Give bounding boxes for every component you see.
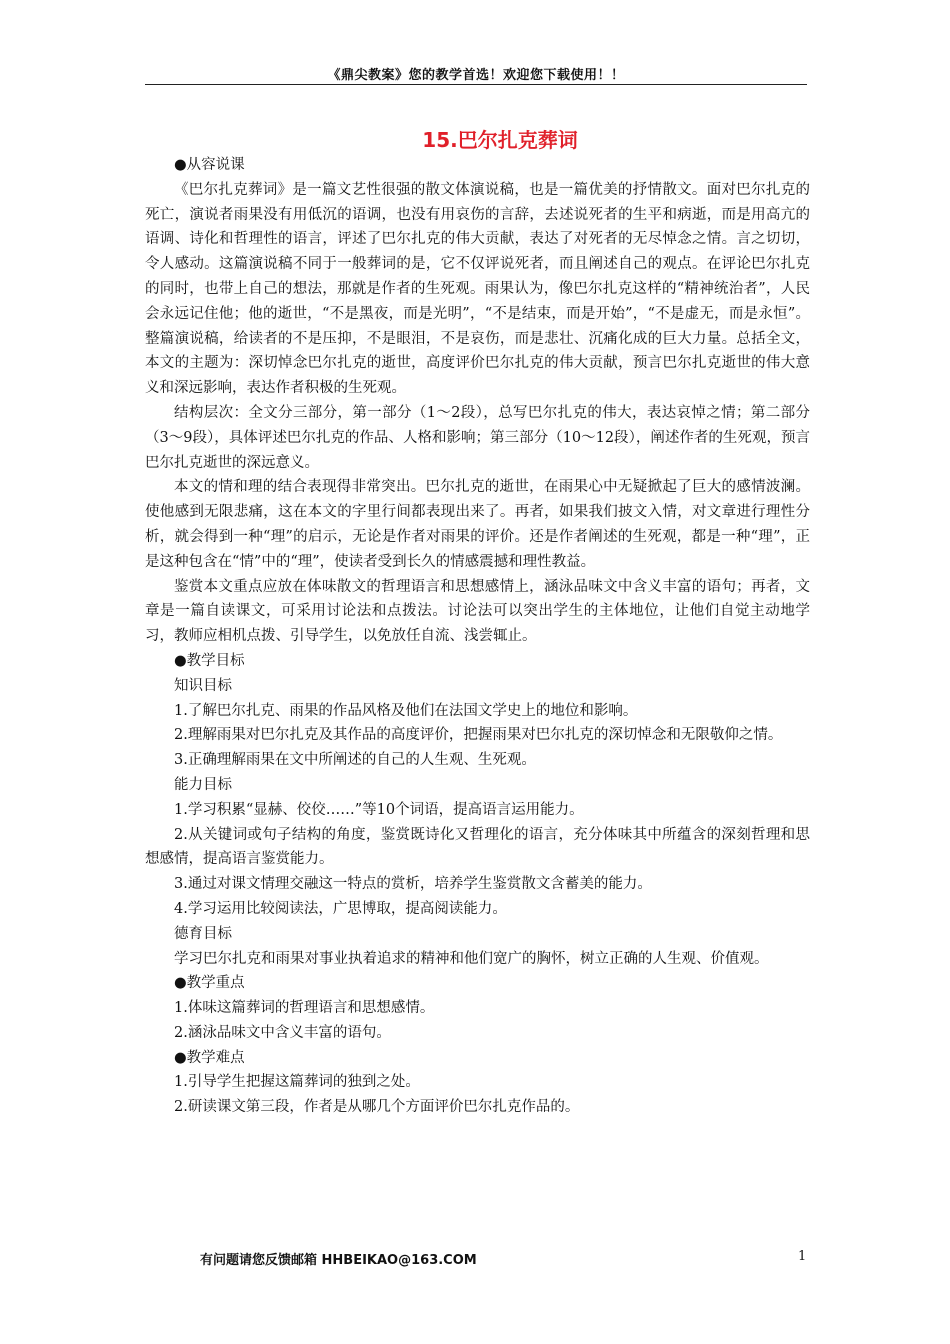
list-item: 1.引导学生把握这篇葬词的独到之处。 — [174, 1074, 420, 1091]
list-item: 2.理解雨果对巴尔扎克及其作品的高度评价，把握雨果对巴尔扎克的深切悼念和无限敬仰之情。 — [174, 727, 783, 744]
list-item: 3.通过对课文情理交融这一特点的赏析，培养学生鉴赏散文含蓄美的能力。 — [174, 876, 652, 893]
list-item: 4.学习运用比较阅读法，广思博取，提高阅读能力。 — [174, 900, 507, 917]
section-heading-goals: ●教学目标 — [174, 652, 245, 669]
subheading-moral: 德育目标 — [174, 925, 232, 942]
list-item: 2.涵泳品味文中含义丰富的语句。 — [174, 1024, 391, 1041]
list-item: 1.了解巴尔扎克、雨果的作品风格及他们在法国文学史上的地位和影响。 — [174, 702, 638, 719]
paragraph: 学习巴尔扎克和雨果对事业执着追求的精神和他们宽广的胸怀，树立正确的人生观、价值观。 — [174, 950, 769, 967]
page-header: 《鼎尖教案》您的教学首选！欢迎您下载使用！！ — [327, 68, 625, 83]
list-item: 1.学习积累“显赫、佼佼……”等10个词语，提高语言运用能力。 — [174, 801, 584, 818]
subheading-knowledge: 知识目标 — [174, 677, 232, 694]
paragraph: 本文的情和理的结合表现得非常突出。巴尔扎克的逝世，在雨果心中无疑掀起了巨大的感情波澜。使他感到无限悲痛，这在本文的字里行间都表现出来了。再者，如果我们披文入情，对文章进行理性分析，就会得到一种“理”的启示，无论是作者对雨果的评价。还是作者阐述的生死观，都是一种“理”，正是这种包含在“情”中的“理”，使读者受到长久的情感震撼和理性教益。 — [145, 479, 810, 570]
list-item: 1.体味这篇葬词的哲理语言和思想感情。 — [174, 1000, 435, 1017]
paragraph: 《巴尔扎克葬词》是一篇文艺性很强的散文体演说稿，也是一篇优美的抒情散文。面对巴尔扎克的死亡，演说者雨果没有用低沉的语调，也没有用哀伤的言辞，去述说死者的生平和病逝，而是用高亢的语调、诗化和哲理性的语言，评述了巴尔扎克的伟大贡献，表达了对死者的无尽悼念之情。言之切切，令人感动。这篇演说稿不同于一般葬词的是，它不仅评说死者，而且阐述自己的观点。在评论巴尔扎克的同时，也带上自己的想法，那就是作者的生死观。雨果认为，像巴尔扎克这样的“精神统治者”，人民会永远记住他；他的逝世，“不是黑夜，而是光明”，“不是结束，而是开始”，“不是虚无，而是永恒”。整篇演说稿，给读者的不是压抑，不是眼泪，不是哀伤，而是悲壮、沉痛化成的巨大力量。总括全文，本文的主题为：深切悼念巴尔扎克的逝世，高度评价巴尔扎克的伟大贡献，预言巴尔扎克逝世的伟大意义和深远影响，表达作者积极的生死观。 — [145, 181, 810, 397]
subheading-ability: 能力目标 — [174, 776, 232, 793]
document-body — [145, 153, 810, 1120]
page-number: 1 — [798, 1249, 807, 1264]
section-heading-focus: ●教学重点 — [174, 975, 245, 992]
list-item: 2.研读课文第三段，作者是从哪几个方面评价巴尔扎克作品的。 — [174, 1099, 580, 1116]
list-item: 3.正确理解雨果在文中所阐述的自己的人生观、生死观。 — [174, 752, 536, 769]
list-item: 2.从关键词或句子结构的角度，鉴赏既诗化又哲理化的语言，充分体味其中所蕴含的深刻哲理和思想感情，提高语言鉴赏能力。 — [145, 826, 810, 868]
paragraph: 结构层次：全文分三部分，第一部分（1～2段），总写巴尔扎克的伟大，表达哀悼之情；第二部分（3～9段），具体评述巴尔扎克的作品、人格和影响；第三部分（10～12段），阐述作者的生死观，预言巴尔扎克逝世的深远意义。 — [145, 404, 810, 471]
document-title: 15.巴尔扎克葬词 — [422, 128, 578, 152]
header-divider — [145, 84, 807, 85]
section-heading-difficulty: ●教学难点 — [174, 1049, 245, 1066]
section-heading-intro: ●从容说课 — [174, 157, 245, 173]
paragraph: 鉴赏本文重点应放在体味散文的哲理语言和思想感情上，涵泳品味文中含义丰富的语句；再者，文章是一篇自读课文，可采用讨论法和点拨法。讨论法可以突出学生的主体地位，让他们自觉主动地学习，教师应相机点拨、引导学生，以免放任自流、浅尝辄止。 — [145, 578, 810, 645]
page-footer: 有问题请您反馈邮箱 HHBEIKAO@163.COM — [200, 1253, 477, 1268]
